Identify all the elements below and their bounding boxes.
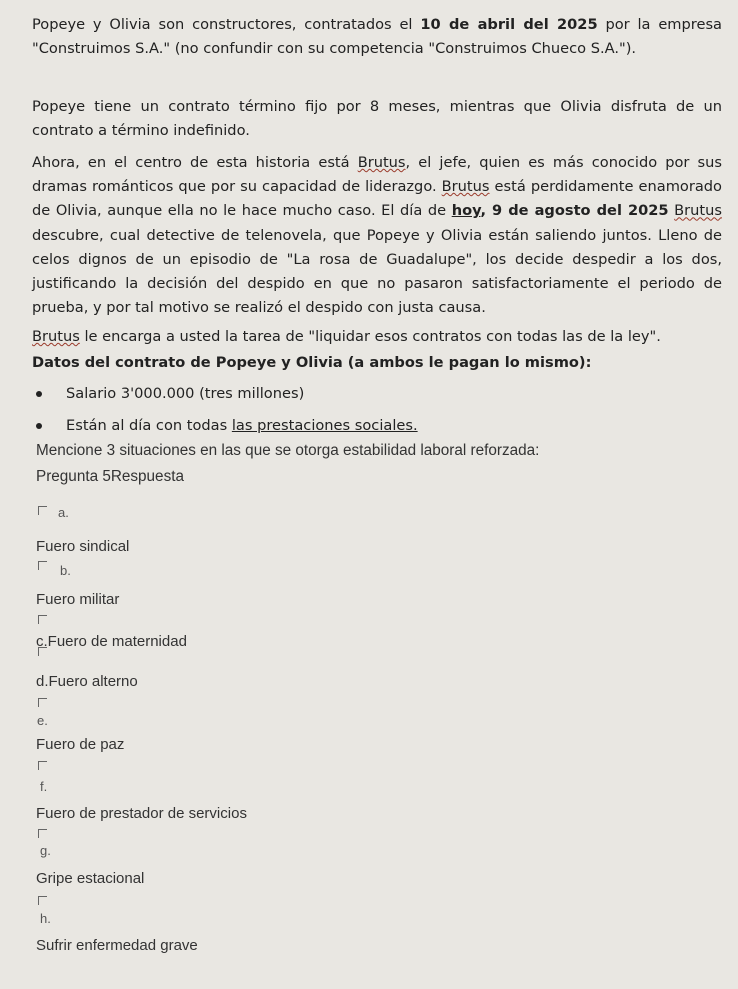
paragraph-task: Brutus le encarga a usted la tarea de "liquidar esos contratos con todas las de la ley". [32,328,661,345]
option-c-letter: c. [36,633,48,650]
brutus-name-3: Brutus [674,202,722,220]
option-e-text[interactable]: Fuero de paz [36,736,125,753]
option-f-letter: f. [40,779,48,794]
checkbox-f[interactable] [38,761,47,770]
today-date: , 9 de agosto del 2025 [480,202,669,220]
option-f-text[interactable]: Fuero de prestador de servicios [36,805,247,822]
checkbox-a[interactable] [38,506,47,515]
today-word: hoy [451,202,481,220]
checkbox-e[interactable] [38,698,47,707]
brutus-name: Brutus [357,154,406,171]
option-a-text[interactable]: Fuero sindical [36,538,130,555]
question-prompt: Mencione 3 situaciones en las que se otorga estabilidad laboral reforzada: [36,442,540,459]
checkbox-c[interactable] [38,615,47,624]
checkbox-d[interactable] [38,647,47,656]
option-g-text[interactable]: Gripe estacional [36,870,145,887]
option-b-letter: b. [60,563,71,578]
paragraph-story: Ahora, en el centro de esta historia está Brutus, el jefe, quien es más conocido por sus dramas románticos que por su capacidad de liderazgo. Brutus está perdidamente enamorado de Olivia, aunque ella no le hace mucho caso. El día de hoy, 9 de agosto del 2025 Brutus descubre, cual detective de telenovela, que Popeye y Olivia están saliendo juntos. Lleno de celos dignos de un episodio de "La rosa de Guadalupe", los decide despedir a los dos, justificando la decisión del despido en que no pasaron satisfactoriamente el periodo de prueba, y por tal motivo se realizó el despido con justa causa. [32,154,722,317]
hire-date: 10 de abril del 2025 [420,16,598,33]
option-c-text[interactable]: c.Fuero de maternidad [36,633,187,650]
checkbox-h[interactable] [38,896,47,905]
option-d-text[interactable]: d.Fuero alterno [36,673,138,690]
brutus-name-4: Brutus [32,328,80,345]
option-b-text[interactable]: Fuero militar [36,591,120,608]
option-e-letter: e. [37,713,48,728]
bullet-dot [36,391,42,397]
checkbox-b[interactable] [38,561,47,570]
option-a-letter: a. [58,505,69,520]
option-h-letter: h. [40,911,51,926]
paragraph-intro: Popeye y Olivia son constructores, contratados el 10 de abril del 2025 por la empresa "Construimos S.A." (no confundir con su competencia "Construimos Chueco S.A."). [32,16,722,58]
paragraph-contracts: Popeye tiene un contrato término fijo por 8 meses, mientras que Olivia disfruta de un contrato a término indefinido. [32,98,722,140]
option-h-text[interactable]: Sufrir enfermedad grave [36,937,198,954]
bullet-dot [36,423,42,429]
option-g-letter: g. [40,843,51,858]
contract-data-heading: Datos del contrato de Popeye y Olivia (a ambos le pagan lo mismo): [32,354,592,371]
brutus-name-2: Brutus [441,178,490,196]
checkbox-g[interactable] [38,829,47,838]
option-d-letter: d. [36,673,49,690]
question-header: Pregunta 5Respuesta [36,468,184,485]
